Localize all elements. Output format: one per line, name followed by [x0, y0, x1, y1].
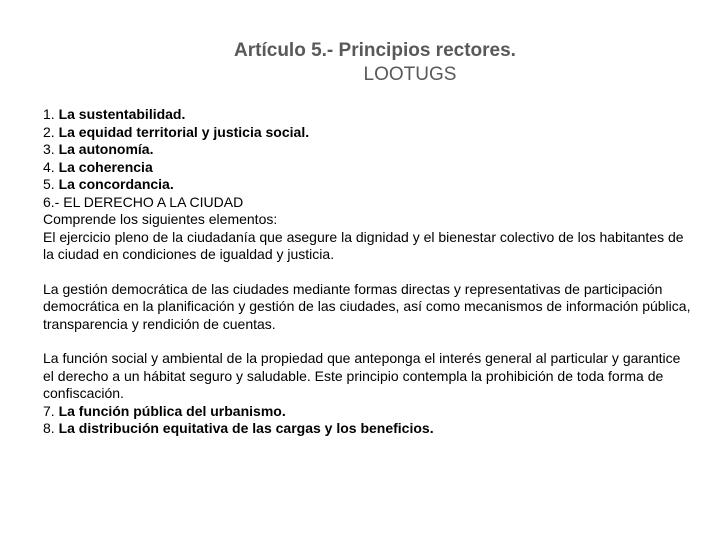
- item-number: 4.: [43, 158, 55, 175]
- paragraph-social-function: La función social y ambiental de la propiedad que anteponga el interés general al particular y garantice el derecho a un hábitat seguro y saludable. Este principio contempla la prohibición de toda forma de confiscación.: [43, 350, 681, 401]
- item-text: La concordancia.: [58, 176, 174, 192]
- item-text: La autonomía.: [58, 141, 154, 157]
- list-item: [43, 106, 693, 124]
- list-item: [43, 420, 693, 438]
- item-number: 3.: [43, 141, 55, 157]
- item-text: La coherencia: [58, 158, 153, 175]
- item-text: La equidad territorial y justicia social.: [58, 123, 310, 140]
- title-article: Artículo 5.- Principios rectores.: [234, 40, 516, 61]
- spacer: [43, 333, 693, 350]
- item6-heading: 6.- EL DERECHO A LA CIUDAD: [43, 193, 244, 210]
- item-number: 2.: [43, 123, 55, 140]
- item-text: La sustentabilidad.: [58, 106, 186, 122]
- list-item: [43, 176, 693, 194]
- item-number: 8.: [43, 420, 55, 436]
- slide-title: [0, 40, 720, 86]
- item-number: 7.: [43, 402, 55, 419]
- spacer: [43, 264, 693, 281]
- item6-intro: Comprende los siguientes elementos:: [43, 211, 278, 227]
- principles-list: [43, 106, 693, 438]
- item-text: La distribución equitativa de las cargas y los beneficios.: [58, 420, 434, 436]
- list-item: [43, 159, 693, 177]
- item-text: La función pública del urbanismo.: [58, 402, 286, 419]
- item-number: 5.: [43, 176, 55, 192]
- list-item: [43, 124, 693, 142]
- list-item: [43, 141, 693, 159]
- list-item: [43, 403, 693, 421]
- paragraph-democratic-management: La gestión democrática de las ciudades mediante formas directas y representativas de participación democrática en la planificación y gestión de las ciudades, así como mecanismos de información pública, transparencia y rendición de cuentas.: [43, 280, 691, 332]
- item-number: 1.: [43, 106, 55, 122]
- paragraph-citizenship: El ejercicio pleno de la ciudadanía que asegure la dignidad y el bienestar colectivo de los habitantes de la ciudad en condiciones de igualdad y justicia.: [43, 228, 684, 262]
- title-law-acronym: LOOTUGS: [363, 64, 457, 85]
